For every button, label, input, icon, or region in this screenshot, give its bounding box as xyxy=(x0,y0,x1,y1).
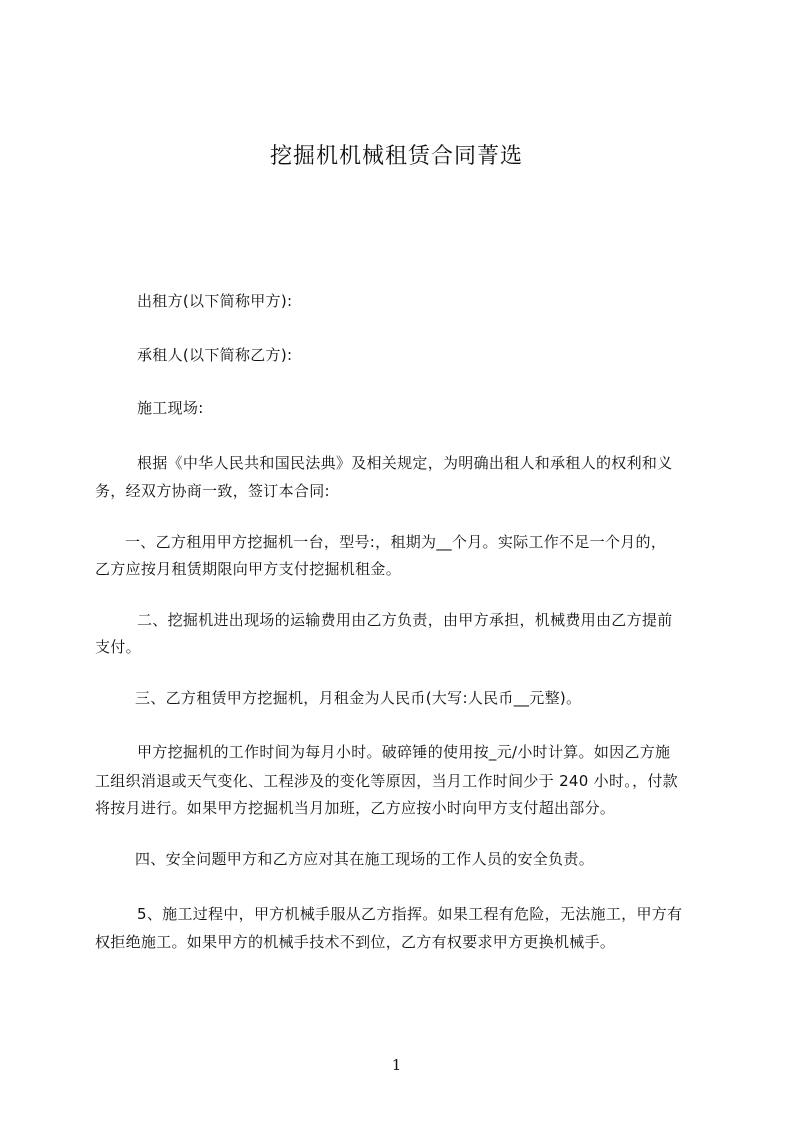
clause-2-line-1: 二、挖掘机进出现场的运输费用由乙方负责，由甲方承担，机械费用由乙方提前 xyxy=(137,611,673,629)
hours-clause-line-3: 将按月进行。如果甲方挖掘机当月加班，乙方应按小时向甲方支付超出部分。 xyxy=(95,799,616,817)
hours-clause-line-2: 工组织消退或天气变化、工程涉及的变化等原因，当月工作时间少于 240 小时。，付款 xyxy=(95,772,678,790)
clause-5-line-1: 5、施工过程中，甲方机械手服从乙方指挥。如果工程有危险，无法施工，甲方有 xyxy=(137,905,683,923)
clause-1-line-2: 乙方应按月租赁期限向甲方支付挖掘机租金。 xyxy=(95,560,402,578)
preamble-line-1: 根据《中华人民共和国民法典》及相关规定，为明确出租人和承租人的权利和义 xyxy=(137,454,673,472)
page-number: 1 xyxy=(391,1056,402,1074)
clause-5-line-2: 权拒绝施工。如果甲方的机械手技术不到位，乙方有权要求甲方更换机械手。 xyxy=(95,933,616,951)
document-title: 挖掘机机械租赁合同菁选 xyxy=(269,144,523,169)
site-line: 施工现场: xyxy=(137,399,204,417)
party-b-line: 承租人(以下简称乙方): xyxy=(137,346,293,364)
hours-clause-line-1: 甲方挖掘机的工作时间为每月小时。破碎锤的使用按_元/小时计算。如因乙方施 xyxy=(137,743,671,761)
clause-4-line-1: 四、安全问题甲方和乙方应对其在施工现场的工作人员的安全负责。 xyxy=(135,850,595,868)
party-a-line: 出租方(以下简称甲方): xyxy=(137,292,293,310)
clause-3-line-1: 三、乙方租赁甲方挖掘机，月租金为人民币(大写:人民币__元整)。 xyxy=(135,689,582,707)
clause-1-line-1: 一、乙方租用甲方挖掘机一台，型号:，租期为__个月。实际工作不足一个月的， xyxy=(125,533,667,551)
preamble-line-2: 务，经双方协商一致，签订本合同: xyxy=(95,482,330,500)
clause-2-line-2: 支付。 xyxy=(95,638,141,656)
